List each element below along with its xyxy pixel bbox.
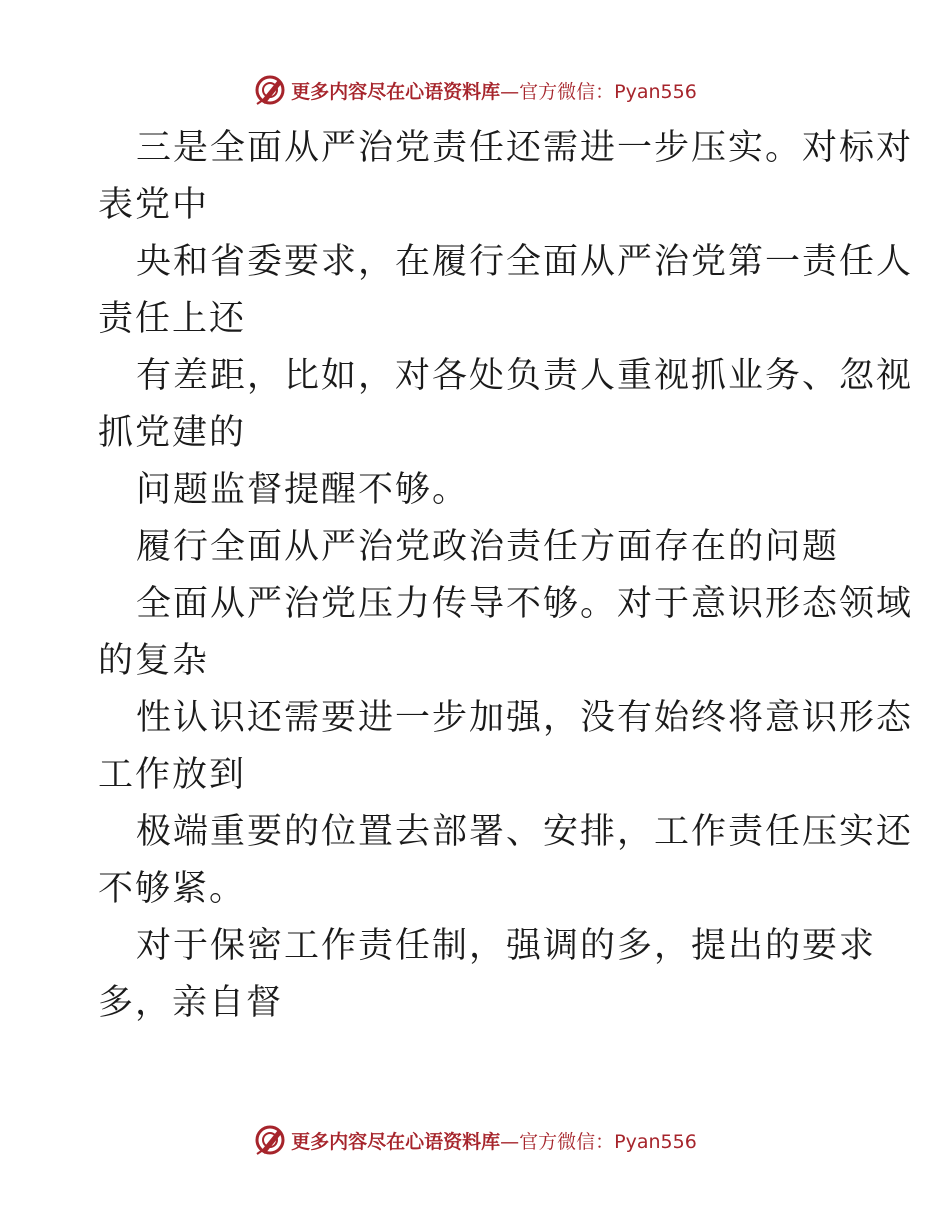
header-banner (0, 70, 950, 110)
text-line: 履行全面从严治党政治责任方面存在的问题 (136, 527, 840, 567)
header-text: 更多内容尽在心语资料库 (291, 80, 501, 103)
text-line: 抓党建的 (98, 413, 247, 453)
text-line: 对于保密工作责任制，强调的多，提出的要求 (136, 926, 877, 966)
text-line: 多，亲自督 (98, 983, 284, 1023)
pen-logo-icon (253, 73, 287, 107)
footer-wechat: —官方微信：Pyan556 (500, 1130, 697, 1153)
footer-text: 更多内容尽在心语资料库 (291, 1130, 501, 1153)
text-line: 不够紧。 (98, 869, 247, 909)
document-body (98, 120, 914, 1032)
text-line: 责任上还 (98, 299, 247, 339)
footer-banner (0, 1120, 950, 1160)
text-line: 极端重要的位置去部署、安排，工作责任压实还 (136, 812, 914, 852)
text-line: 表党中 (98, 185, 210, 225)
text-line: 央和省委要求，在履行全面从严治党第一责任人 (136, 242, 914, 282)
text-line: 三是全面从严治党责任还需进一步压实。对标对 (136, 128, 914, 168)
text-line: 性认识还需要进一步加强，没有始终将意识形态 (136, 698, 914, 738)
text-line: 的复杂 (98, 641, 210, 681)
text-line: 全面从严治党压力传导不够。对于意识形态领域 (136, 584, 914, 624)
header-wechat: —官方微信：Pyan556 (500, 80, 697, 103)
text-line: 工作放到 (98, 755, 247, 795)
text-line: 问题监督提醒不够。 (136, 470, 470, 510)
pen-logo-icon (253, 1123, 287, 1157)
text-line: 有差距，比如，对各处负责人重视抓业务、忽视 (136, 356, 914, 396)
